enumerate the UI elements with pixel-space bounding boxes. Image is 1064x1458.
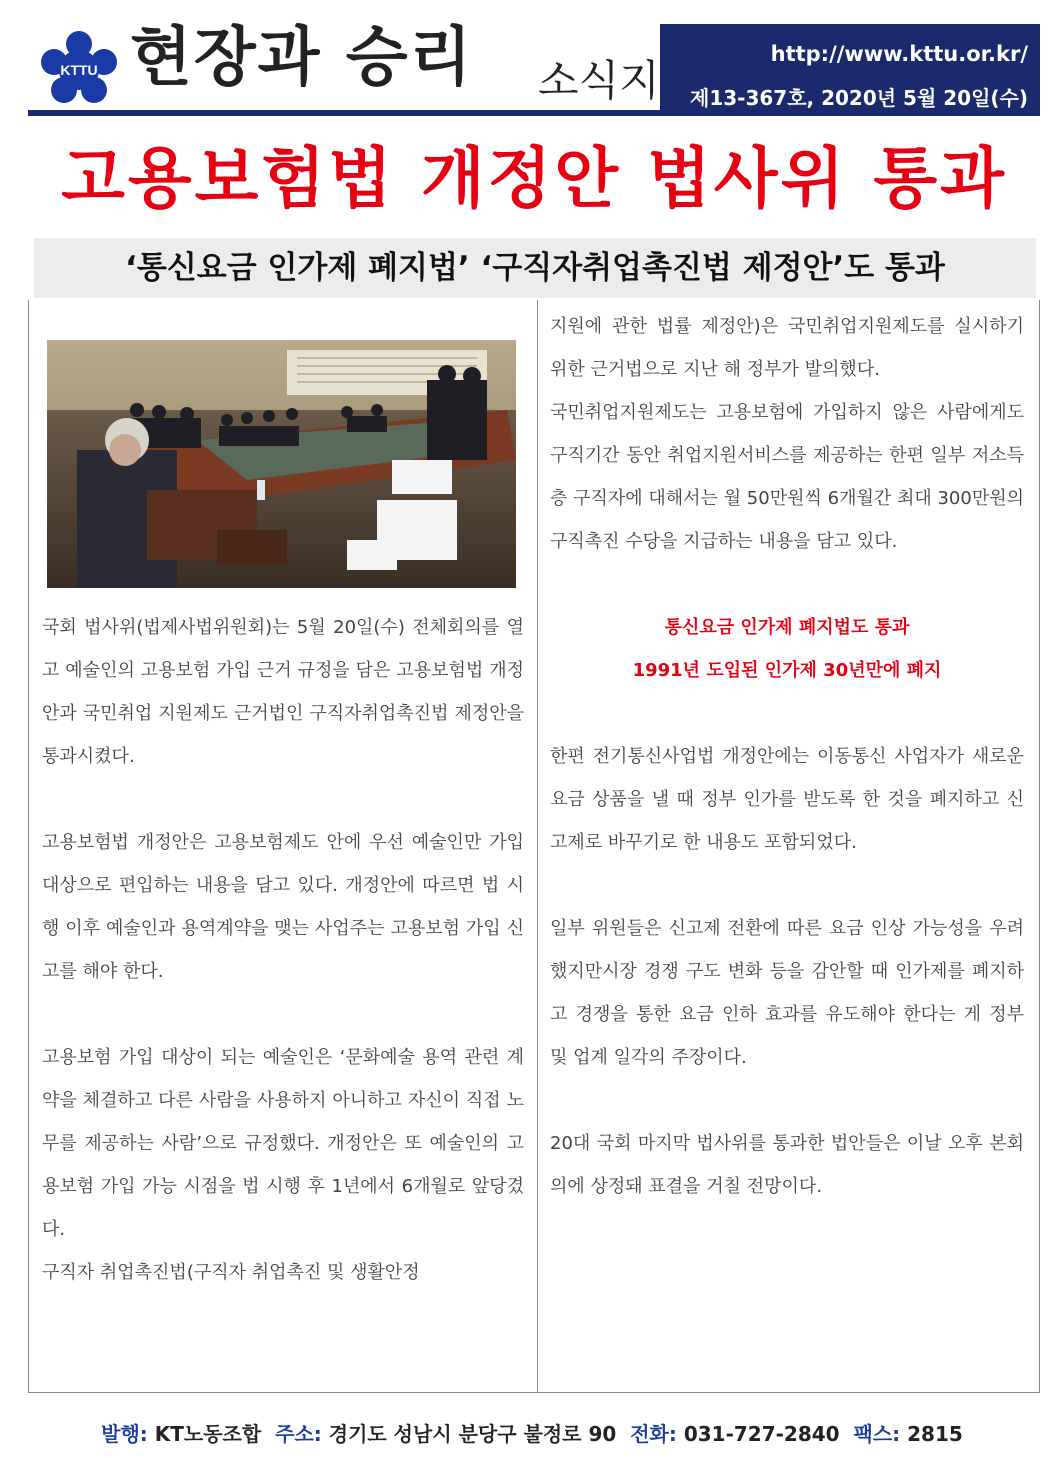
publisher-name: KT노동조합: [154, 1422, 262, 1446]
publisher-label: 발행:: [101, 1422, 148, 1446]
article-paragraph: 지원에 관한 법률 제정안)은 국민취업지원제도를 실시하기 위한 근거법으로 지난 해 정부가 발의했다.: [550, 316, 1024, 380]
phone-label: 전화:: [630, 1422, 677, 1446]
phone-value: 031-727-2840: [683, 1422, 840, 1446]
article-paragraph: 한편 전기통신사업법 개정안에는 이동통신 사업자가 새로운 요금 상품을 낼 때 정부 인가를 받도록 한 것을 폐지하고 신고제로 바꾸기로 한 내용도 포함되었다.: [550, 746, 1024, 853]
section-subhead: 1991년 도입된 인가제 30년만에 폐지: [632, 660, 942, 681]
article-paragraph: 고용보험 가입 대상이 되는 예술인은 ‘문화예술 용역 관련 계약을 체결하고 다른 사람을 사용하지 아니하고 자신이 직접 노무를 제공하는 사람’으로 규정했다. 개정안은 또 예술인의 고용보험 가입 가능 시점을 법 시행 후 1년에서 6개월로 앞당겼다.: [42, 1047, 524, 1240]
website-url[interactable]: http://www.kttu.or.kr/: [770, 42, 1028, 66]
masthead: [28, 10, 1040, 114]
kttu-logo: [40, 30, 118, 108]
article-paragraph: 국민취업지원제도는 고용보험에 가입하지 않은 사람에게도 구직기간 동안 취업지원서비스를 제공하는 한편 일부 저소득층 구직자에 대해서는 월 50만원씩 6개월간 최대 300만원의 구직촉진 수당을 지급하는 내용을 담고 있다.: [550, 402, 1024, 552]
left-column: [42, 606, 524, 1294]
article-paragraph: 일부 위원들은 신고제 전환에 따른 요금 인상 가능성을 우려했지만시장 경쟁 구도 변화 등을 감안할 때 인가제를 폐지하고 경쟁을 통한 요금 인하 효과를 유도해야 한다는 게 정부 및 업계 일각의 주장이다.: [550, 918, 1024, 1068]
headline: 고용보험법 개정안 법사위 통과: [61, 140, 1007, 217]
newsletter-brand: 현장과 승리: [130, 20, 474, 95]
subheadline-bar: [34, 238, 1036, 298]
address-value: 경기도 성남시 분당구 불정로 90: [328, 1422, 617, 1446]
masthead-info-box: [660, 24, 1040, 116]
article-paragraph: 국회 법사위(법제사법위원회)는 5월 20일(수) 전체회의를 열고 예술인의 고용보험 가입 근거 규정을 담은 고용보험법 개정안과 국민취업 지원제도 근거법인 구직자취업촉진법 제정안을 통과시켰다.: [42, 617, 524, 767]
newsletter-brand-sub: 소식지: [538, 56, 660, 105]
column-divider: [537, 300, 538, 1392]
article-paragraph: 20대 국회 마지막 법사위를 통과한 법안들은 이날 오후 본회의에 상정돼 표결을 거칠 전망이다.: [550, 1133, 1024, 1197]
fax-label: 팩스:: [853, 1422, 901, 1446]
fax-value: 2815: [907, 1422, 963, 1446]
address-label: 주소:: [275, 1422, 322, 1446]
committee-meeting-photo: [47, 340, 516, 588]
right-column: [550, 305, 1024, 1208]
masthead-rule: [28, 110, 660, 116]
publisher-footer: [0, 1418, 1064, 1447]
section-subhead: 통신요금 인가제 폐지법도 통과: [664, 617, 910, 638]
issue-date: 제13-367호, 2020년 5월 20일(수): [690, 86, 1028, 110]
subheadline: ‘통신요금 인가제 폐지법’ ‘구직자취업촉진법 제정안’도 통과: [125, 250, 945, 286]
article-paragraph: 구직자 취업촉진법(구직자 취업촉진 및 생활안정: [42, 1262, 420, 1283]
article-paragraph: 고용보험법 개정안은 고용보험제도 안에 우선 예술인만 가입 대상으로 편입하는 내용을 담고 있다. 개정안에 따르면 법 시행 이후 예술인과 용역계약을 맺는 사업주는 고용보험 가입 신고를 해야 한다.: [42, 832, 524, 982]
logo-text: KTTU: [60, 62, 98, 78]
